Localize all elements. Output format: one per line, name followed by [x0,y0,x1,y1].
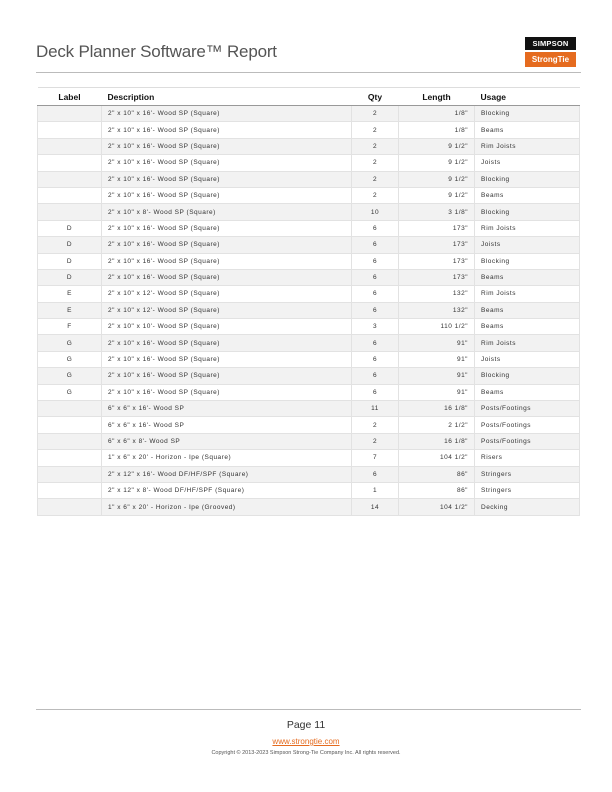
row-label: E [38,286,102,302]
footer-divider [36,709,581,710]
row-description: 2" x 10" x 16'- Wood SP (Square) [102,351,352,367]
row-description: 1" x 6" x 20' - Horizon - Ipe (Grooved) [102,499,352,515]
row-usage: Posts/Footings [475,417,580,433]
row-length: 173" [399,220,475,236]
row-description: 2" x 10" x 10'- Wood SP (Square) [102,319,352,335]
row-qty: 6 [352,466,399,482]
row-qty: 6 [352,253,399,269]
row-description: 6" x 6" x 16'- Wood SP [102,417,352,433]
table-row [38,204,580,220]
row-length: 86" [399,482,475,498]
row-description: 2" x 10" x 12'- Wood SP (Square) [102,302,352,318]
table-row [38,482,580,498]
row-usage: Risers [475,450,580,466]
row-description: 2" x 10" x 16'- Wood SP (Square) [102,335,352,351]
row-description: 2" x 10" x 16'- Wood SP (Square) [102,368,352,384]
row-qty: 6 [352,384,399,400]
row-label [38,450,102,466]
row-length: 173" [399,269,475,285]
row-description: 2" x 10" x 16'- Wood SP (Square) [102,155,352,171]
row-label [38,482,102,498]
table-row [38,220,580,236]
table-row [38,253,580,269]
table-row [38,368,580,384]
row-qty: 2 [352,433,399,449]
row-length: 86" [399,466,475,482]
row-qty: 1 [352,482,399,498]
row-description: 2" x 10" x 16'- Wood SP (Square) [102,253,352,269]
row-description: 6" x 6" x 16'- Wood SP [102,401,352,417]
row-length: 9 1/2" [399,155,475,171]
row-usage: Beams [475,269,580,285]
row-description: 2" x 10" x 16'- Wood SP (Square) [102,220,352,236]
row-label: G [38,368,102,384]
column-header-qty: Qty [352,88,399,106]
row-length: 91" [399,351,475,367]
row-usage: Stringers [475,466,580,482]
row-usage: Joists [475,237,580,253]
row-label: D [38,269,102,285]
row-label: D [38,220,102,236]
table-row [38,466,580,482]
row-qty: 6 [352,302,399,318]
row-label [38,499,102,515]
row-description: 2" x 10" x 16'- Wood SP (Square) [102,106,352,122]
row-description: 1" x 6" x 20' - Horizon - Ipe (Square) [102,450,352,466]
row-usage: Blocking [475,171,580,187]
row-label [38,466,102,482]
table-row [38,499,580,515]
row-usage: Beams [475,384,580,400]
row-usage: Rim Joists [475,138,580,154]
table-row [38,450,580,466]
row-length: 9 1/2" [399,187,475,203]
column-header-description: Description [102,88,352,106]
table-row [38,286,580,302]
logo-wordmark-strongtie: StrongTie [525,52,576,67]
logo-wordmark-simpson: SIMPSON [525,37,576,50]
row-label: G [38,335,102,351]
row-usage: Beams [475,122,580,138]
row-qty: 2 [352,417,399,433]
table-row [38,237,580,253]
row-length: 173" [399,253,475,269]
row-usage: Posts/Footings [475,433,580,449]
row-qty: 6 [352,368,399,384]
row-description: 6" x 6" x 8'- Wood SP [102,433,352,449]
row-description: 2" x 10" x 16'- Wood SP (Square) [102,269,352,285]
table-row [38,401,580,417]
table-row [38,155,580,171]
row-description: 2" x 10" x 16'- Wood SP (Square) [102,384,352,400]
row-length: 173" [399,237,475,253]
row-label [38,417,102,433]
row-length: 104 1/2" [399,450,475,466]
copyright-notice: Copyright © 2013-2023 Simpson Strong-Tie Company Inc. All rights reserved. [211,750,401,756]
row-usage: Beams [475,187,580,203]
row-length: 91" [399,368,475,384]
row-length: 1/8" [399,122,475,138]
row-description: 2" x 10" x 16'- Wood SP (Square) [102,237,352,253]
row-qty: 2 [352,187,399,203]
table-row [38,335,580,351]
row-qty: 6 [352,220,399,236]
page-number: Page 11 [286,719,326,731]
table-row [38,106,580,122]
row-label [38,401,102,417]
row-label [38,122,102,138]
column-header-length: Length [399,88,475,106]
row-usage: Blocking [475,253,580,269]
row-qty: 10 [352,204,399,220]
row-qty: 2 [352,138,399,154]
row-qty: 14 [352,499,399,515]
row-label: F [38,319,102,335]
row-usage: Rim Joists [475,286,580,302]
row-label: G [38,384,102,400]
parts-table-body [38,106,580,516]
row-label [38,187,102,203]
row-length: 91" [399,384,475,400]
table-row [38,351,580,367]
table-row [38,138,580,154]
row-qty: 6 [352,351,399,367]
row-usage: Decking [475,499,580,515]
row-label: E [38,302,102,318]
row-qty: 6 [352,335,399,351]
row-usage: Stringers [475,482,580,498]
row-length: 9 1/2" [399,171,475,187]
row-length: 110 1/2" [399,319,475,335]
row-usage: Posts/Footings [475,401,580,417]
header-divider [36,72,581,73]
table-row [38,187,580,203]
row-length: 91" [399,335,475,351]
row-usage: Beams [475,302,580,318]
row-length: 104 1/2" [399,499,475,515]
row-description: 2" x 12" x 16'- Wood DF/HF/SPF (Square) [102,466,352,482]
row-label [38,171,102,187]
row-length: 3 1/8" [399,204,475,220]
table-row [38,319,580,335]
row-label: D [38,253,102,269]
row-usage: Joists [475,351,580,367]
row-description: 2" x 10" x 16'- Wood SP (Square) [102,171,352,187]
row-label: G [38,351,102,367]
row-qty: 6 [352,237,399,253]
row-usage: Beams [475,319,580,335]
row-label [38,106,102,122]
website-link[interactable]: www.strongtie.com [272,737,340,746]
parts-table [37,87,580,516]
row-qty: 7 [352,450,399,466]
row-length: 1/8" [399,106,475,122]
row-description: 2" x 10" x 12'- Wood SP (Square) [102,286,352,302]
parts-table-header [38,88,580,106]
table-row [38,122,580,138]
row-qty: 6 [352,286,399,302]
row-usage: Blocking [475,368,580,384]
row-length: 132" [399,302,475,318]
row-length: 2 1/2" [399,417,475,433]
row-qty: 3 [352,319,399,335]
row-usage: Rim Joists [475,220,580,236]
row-description: 2" x 10" x 16'- Wood SP (Square) [102,187,352,203]
table-row [38,302,580,318]
row-usage: Blocking [475,106,580,122]
report-title: Deck Planner Software™ Report [36,42,277,61]
row-qty: 6 [352,269,399,285]
row-qty: 2 [352,122,399,138]
row-usage: Joists [475,155,580,171]
row-label [38,155,102,171]
table-row [38,384,580,400]
row-usage: Rim Joists [475,335,580,351]
row-description: 2" x 12" x 8'- Wood DF/HF/SPF (Square) [102,482,352,498]
row-description: 2" x 10" x 16'- Wood SP (Square) [102,138,352,154]
row-qty: 2 [352,155,399,171]
simpson-strongtie-logo [525,37,576,67]
row-description: 2" x 10" x 8'- Wood SP (Square) [102,204,352,220]
row-usage: Blocking [475,204,580,220]
table-row [38,171,580,187]
row-length: 132" [399,286,475,302]
row-label [38,433,102,449]
row-qty: 11 [352,401,399,417]
column-header-label: Label [38,88,102,106]
column-header-usage: Usage [475,88,580,106]
table-row [38,433,580,449]
row-label [38,204,102,220]
row-qty: 2 [352,106,399,122]
row-qty: 2 [352,171,399,187]
row-length: 16 1/8" [399,401,475,417]
row-description: 2" x 10" x 16'- Wood SP (Square) [102,122,352,138]
row-length: 9 1/2" [399,138,475,154]
row-label [38,138,102,154]
table-row [38,417,580,433]
row-label: D [38,237,102,253]
table-row [38,269,580,285]
row-length: 16 1/8" [399,433,475,449]
